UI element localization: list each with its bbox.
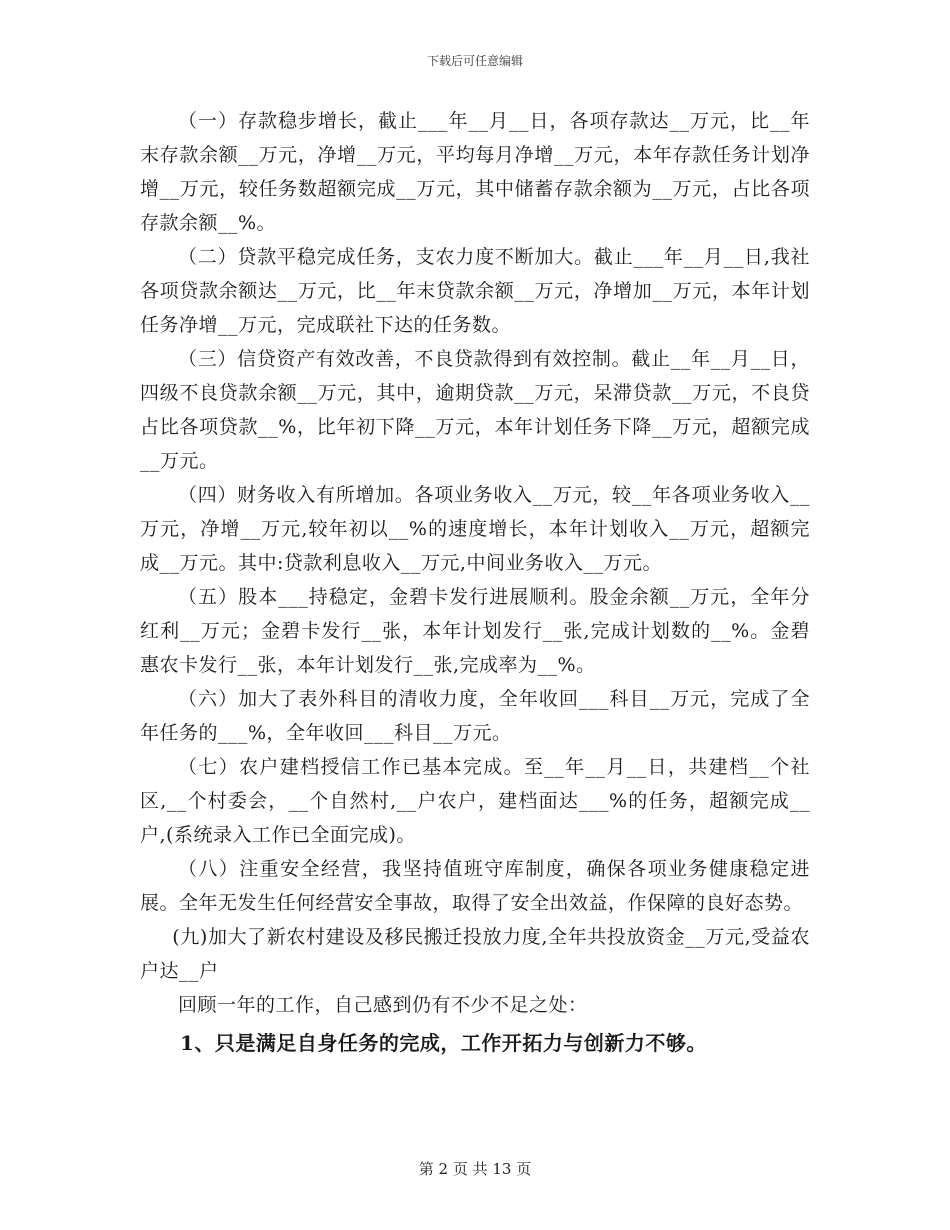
paragraph-financial-income: （四）财务收入有所增加。各项业务收入__万元，较__年各项业务收入__万元，净增__万元,较年初以__%的速度增长，本年计划收入__万元，超额完成__万元。其中:贷款利息收入__万元,中间业务收入__万元。 bbox=[140, 484, 810, 574]
paragraph-off-balance: （六）加大了表外科目的清收力度，全年收回___科目__万元，完成了全年任务的___%，全年收回___科目__万元。 bbox=[140, 688, 810, 744]
paragraph-review: 回顾一年的工作，自己感到仍有不少不足之处： bbox=[178, 994, 588, 1016]
paragraph-farmer-records: （七）农户建档授信工作已基本完成。至__年__月__日，共建档__个社区,__个村委会，__个自然村,__户农户，建档面达___%的任务，超额完成__户,(系统录入工作已全面完成)。 bbox=[140, 756, 810, 846]
paragraph-loans: （二）贷款平稳完成任务，支农力度不断加大。截止___年__月__日,我社各项贷款余额达__万元，比__年末贷款余额__万元，净增加__万元，本年计划任务净增__万元，完成联社下达的任务数。 bbox=[140, 246, 810, 336]
paragraph-safety: （八）注重安全经营，我坚持值班守库制度，确保各项业务健康稳定进展。全年无发生任何经营安全事故，取得了安全出效益，作保障的良好态势。 bbox=[140, 858, 810, 914]
paragraph-share-capital: （五）股本___持稳定，金碧卡发行进展顺利。股金余额__万元，全年分红利__万元；金碧卡发行__张，本年计划发行__张,完成计划数的__%。金碧惠农卡发行__张，本年计划发行__张,完成率为__%。 bbox=[140, 586, 810, 676]
paragraph-deposits: （一）存款稳步增长，截止___年__月__日，各项存款达__万元，比__年末存款余额__万元，净增__万元，平均每月净增__万元，本年存款任务计划净增__万元，较任务数超额完成__万元，其中储蓄存款余额为__万元，占比各项存款余额__%。 bbox=[140, 110, 810, 234]
paragraph-shortcoming-1: 1、只是满足自身任务的完成，工作开拓力与创新力不够。 bbox=[180, 1031, 707, 1055]
paragraph-new-village: (九)加大了新农村建设及移民搬迁投放力度,全年共投放资金__万元,受益农户达__户 bbox=[140, 926, 810, 982]
page-header: 下载后可任意编辑 bbox=[426, 54, 523, 68]
page-footer: 第 2 页 共 13 页 bbox=[418, 1160, 532, 1178]
paragraph-credit-assets: （三）信贷资产有效改善，不良贷款得到有效控制。截止__年__月__日，四级不良贷款余额__万元，其中，逾期贷款__万元，呆滞贷款__万元，不良贷占比各项贷款__%，比年初下降__万元，本年计划任务下降__万元，超额完成__万元。 bbox=[140, 348, 810, 472]
document-body bbox=[140, 104, 810, 1062]
